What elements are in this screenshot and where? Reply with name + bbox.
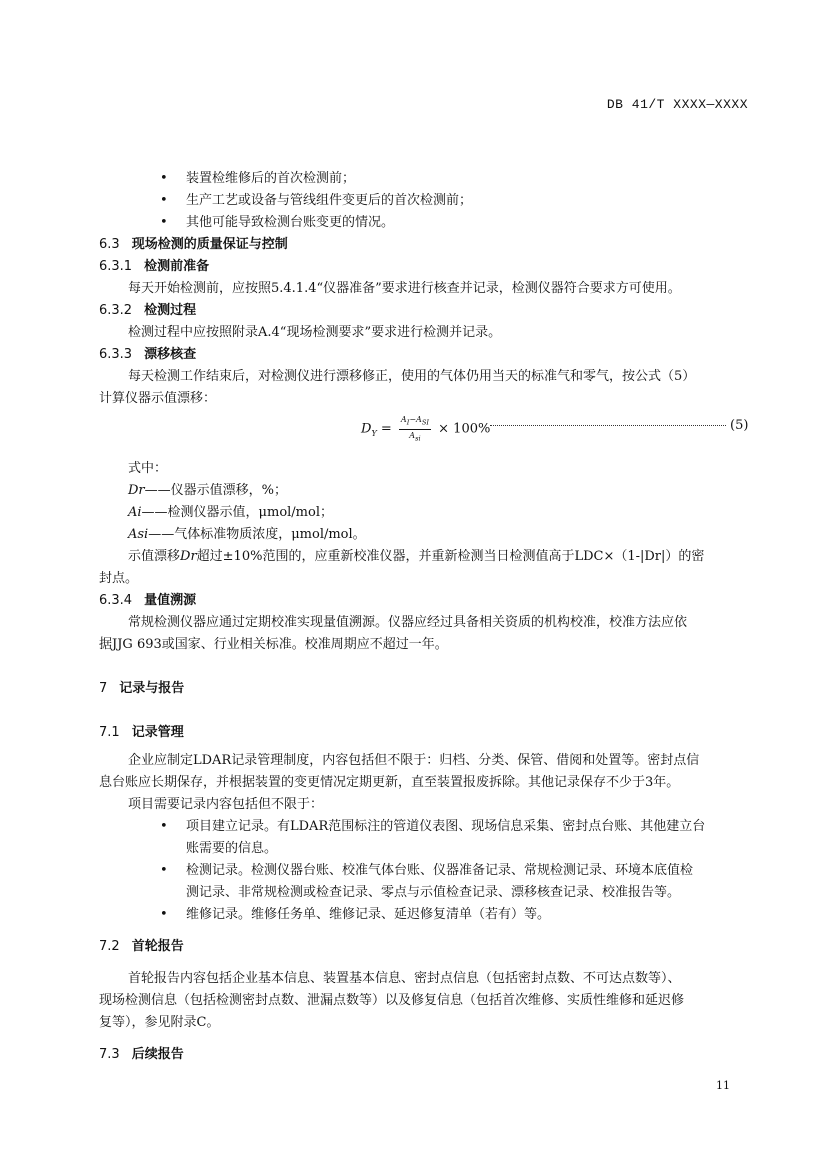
paragraph: 复等），参见附录C。	[99, 1015, 220, 1030]
dot-leader	[490, 419, 726, 426]
drift-formula: $D_Y$ = $\frac{A_I-A_{SI}}{A_{si}}$ × 100%	[361, 415, 491, 443]
bullet-icon: •	[160, 907, 168, 922]
bullet-icon: •	[160, 171, 168, 186]
heading-7: 7 记录与报告	[99, 681, 185, 696]
paragraph: 企业应制定LDAR记录管理制度，内容包括但不限于：归档、分类、保管、借阅和处置等。密封点信	[128, 753, 700, 768]
bullet-icon: •	[160, 215, 168, 230]
equation-number: (5)	[730, 418, 749, 433]
bullet-icon: •	[160, 193, 168, 208]
list-item: • 维修记录。维修任务单、维修记录、延迟修复清单（若有）等。	[160, 907, 551, 922]
paragraph: 现场检测信息（包括检测密封点数、泄漏点数等）以及修复信息（包括首次维修、实质性维修和延迟修	[99, 993, 685, 1008]
list-item: • 项目建立记录。有LDAR范围标注的管道仪表图、现场信息采集、密封点台账、其他建立台	[160, 819, 706, 834]
heading-6-3-3: 6.3.3 漂移核查	[99, 347, 197, 362]
heading-6-3: 6.3 现场检测的质量保证与控制	[99, 237, 288, 252]
list-item: • 检测记录。检测仪器台账、校准气体台账、仪器准备记录、常规检测记录、环境本底值检	[160, 863, 694, 878]
list-item: • 其他可能导致检测台账变更的情况。	[160, 215, 395, 230]
where-label: 式中：	[128, 461, 168, 476]
heading-7-3: 7.3 后续报告	[99, 1047, 184, 1062]
paragraph: 每天检测工作结束后，对检测仪进行漂移修正，使用的气体仍用当天的标准气和零气，按公式（5）	[128, 369, 696, 384]
paragraph: 计算仪器示值漂移：	[99, 391, 217, 406]
heading-7-2: 7.2 首轮报告	[99, 939, 184, 954]
list-item-continuation: 账需要的信息。	[186, 841, 278, 856]
heading-6-3-2: 6.3.2 检测过程	[99, 303, 197, 318]
paragraph: 检测过程中应按照附录A.4“现场检测要求”要求进行检测并记录。	[128, 325, 502, 340]
document-code: DB 41/T XXXX—XXXX	[606, 97, 748, 112]
page-number: 11	[716, 1079, 730, 1092]
variable-definition: Asi——气体标准物质浓度，μmol/mol。	[128, 527, 366, 542]
list-item-continuation: 测记录、非常规检测或检查记录、零点与示值检查记录、漂移核查记录、校准报告等。	[186, 885, 681, 900]
heading-7-1: 7.1 记录管理	[99, 725, 184, 740]
paragraph: 常规检测仪器应通过定期校准实现量值溯源。仪器应经过具备相关资质的机构校准，校准方法应依	[128, 615, 688, 630]
variable-definition: Dr——仪器示值漂移，%；	[128, 483, 287, 498]
formula-fraction: $\frac{A_I-A_{SI}}{A_{si}}$	[400, 415, 430, 443]
heading-6-3-4: 6.3.4 量值溯源	[99, 593, 197, 608]
paragraph: 首轮报告内容包括企业基本信息、装置基本信息、密封点信息（包括密封点数、不可达点数等）、	[128, 971, 681, 986]
variable-definition: Ai——检测仪器示值，μmol/mol；	[128, 505, 333, 520]
paragraph: 每天开始检测前，应按照5.4.1.4“仪器准备”要求进行核查并记录，检测仪器符合要求方可使用。	[128, 281, 681, 296]
list-item: • 生产工艺或设备与管线组件变更后的首次检测前；	[160, 193, 473, 208]
paragraph: 示值漂移Dr超过±10%范围的，应重新校准仪器，并重新检测当日检测值高于LDC×（1-|Dr|）的密	[128, 549, 705, 564]
heading-6-3-1: 6.3.1 检测前准备	[99, 259, 210, 274]
bullet-icon: •	[160, 863, 168, 878]
paragraph: 封点。	[99, 571, 139, 586]
paragraph: 据JJG 693或国家、行业相关标准。校准周期应不超过一年。	[99, 637, 448, 652]
paragraph: 项目需要记录内容包括但不限于：	[128, 797, 324, 812]
bullet-icon: •	[160, 819, 168, 834]
paragraph: 息台账应长期保存，并根据装置的变更情况定期更新，直至装置报废拆除。其他记录保存不少于3年。	[99, 775, 680, 790]
list-item: • 装置检维修后的首次检测前；	[160, 171, 356, 186]
